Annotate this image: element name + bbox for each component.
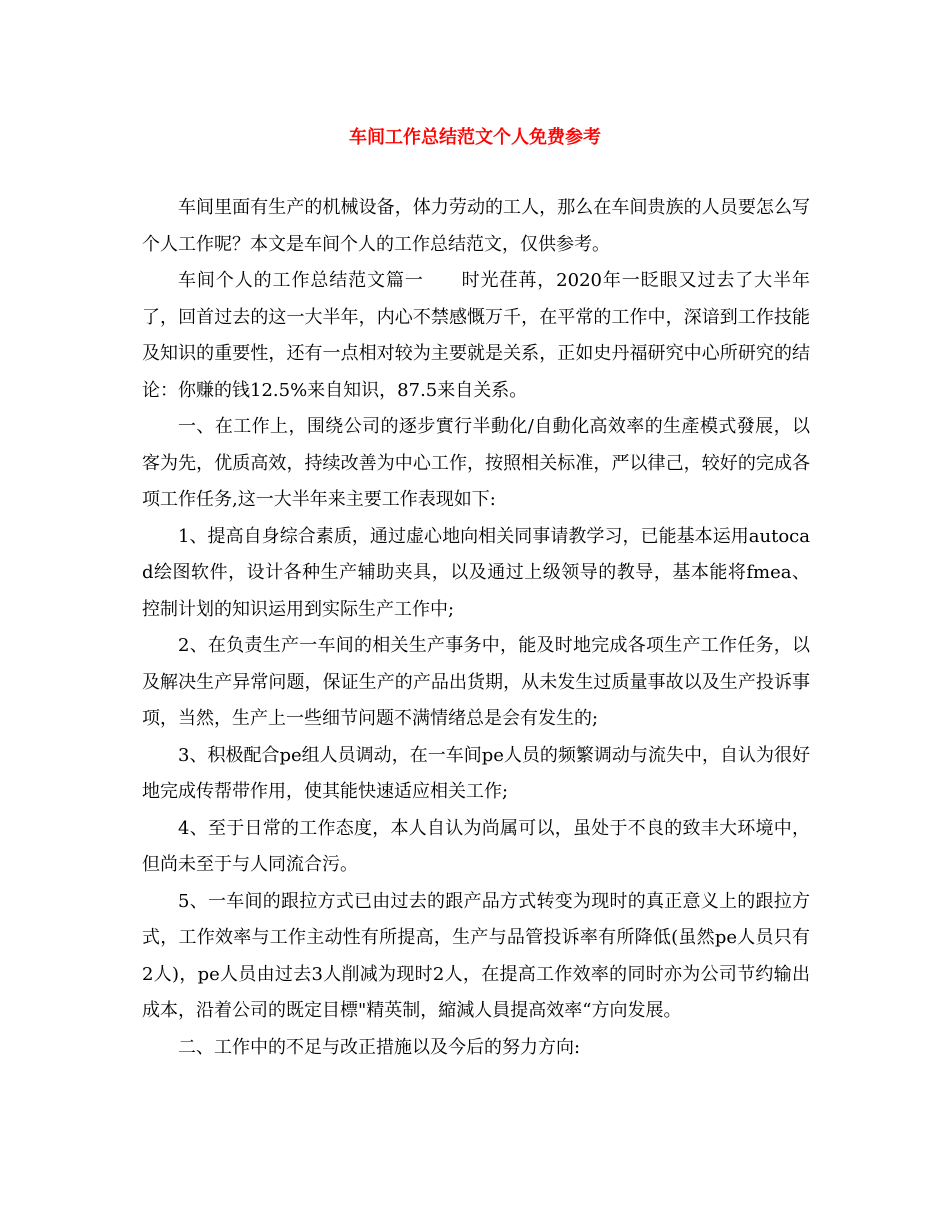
- paragraph: 一、在工作上，围绕公司的逐步實行半動化/自動化高效率的生產模式發展，以客为先，优质高效，持续改善为中心工作，按照相关标准，严以律己，较好的完成各项工作任务,这一大半年来主要工作表现如下:: [142, 416, 810, 510]
- document-title: 车间工作总结范文个人免费参考: [349, 127, 601, 148]
- paragraph: 2、在负责生产一车间的相关生产事务中，能及时地完成各项生产工作任务，以及解决生产异常问题，保证生产的产品出货期，从未发生过质量事故以及生产投诉事项，当然，生产上一些细节问题不满情绪总是会有发生的;: [142, 635, 810, 729]
- paragraph: 1、提高自身综合素质，通过虚心地向相关同事请教学习，已能基本运用autocad绘图软件，设计各种生产辅助夹具，以及通过上级领导的教导，基本能将fmea、控制计划的知识运用到实际生产工作中;: [142, 525, 810, 620]
- paragraph: 5、一车间的跟拉方式已由过去的跟产品方式转变为现时的真正意义上的跟拉方式，工作效率与工作主动性有所提高，生产与品管投诉率有所降低(虽然pe人员只有2人)，pe人员由过去3人削减为现时2人，在提高工作效率的同时亦为公司节约输出成本，沿着公司的既定目標"精英制，縮減人員提高效率“方向发展。: [142, 890, 810, 1021]
- paragraph: 车间里面有生产的机械设备，体力劳动的工人，那么在车间贵族的人员要怎么写个人工作呢？本文是车间个人的工作总结范文，仅供参考。: [142, 197, 810, 255]
- paragraph: 二、工作中的不足与改正措施以及今后的努力方向:: [178, 1036, 581, 1058]
- paragraph: 车间个人的工作总结范文篇一 时光荏苒，2020年一眨眼又过去了大半年了，回首过去的这一大半年，内心不禁感慨万千，在平常的工作中，深谙到工作技能及知识的重要性，还有一点相对较为主要就是关系，正如史丹福研究中心所研究的结论：你赚的钱12.5%来自知识，87.5来自关系。: [142, 270, 810, 401]
- paragraph: 3、积极配合pe组人员调动，在一车间pe人员的频繁调动与流失中，自认为很好地完成传帮带作用，使其能快速适应相关工作;: [142, 744, 810, 802]
- paragraph: 4、至于日常的工作态度，本人自认为尚属可以，虽处于不良的致丰大环境中，但尚未至于与人同流合污。: [142, 817, 810, 875]
- document-body: [142, 190, 810, 1066]
